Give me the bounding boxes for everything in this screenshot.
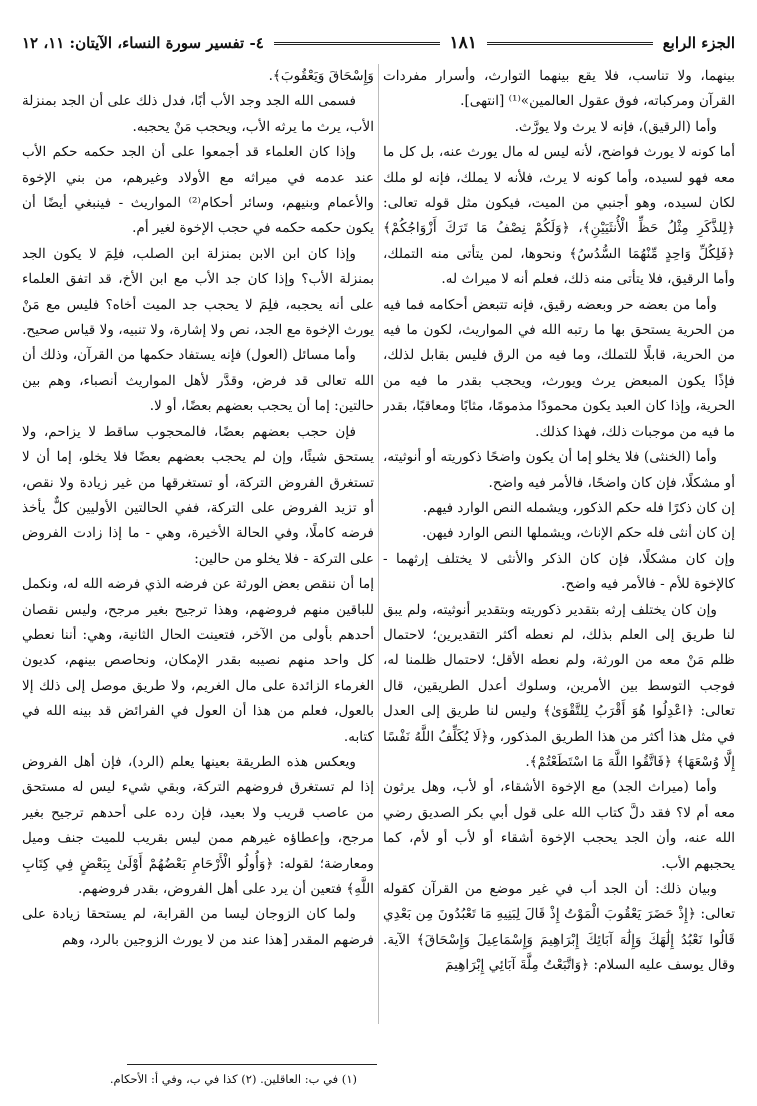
paragraph: وأما مسائل (العول) فإنه يستفاد حكمها من القرآن، وذلك أن الله تعالى قد فرض، وقدَّر لأهل المواريث أنصباء، وهم بين حالتين: إما أن يحجب بعضهم بعضًا، أو لا. (22, 347, 374, 415)
part-title: الجزء الرابع (662, 34, 735, 52)
footnote-rule (127, 1064, 377, 1065)
header-rule-left (274, 42, 440, 45)
paragraph: وإن كان يختلف إرثه بتقدير ذكوريته وبتقدير أنوثيته، ولم يبق لنا طريق إلى العلم بذلك، لم نعطه أكثر التقديرين؛ لاحتمال ظلم مَنْ معه من الورثة، ولم نعطه الأقل؛ لاحتمال ظلمنا له، فوجب التوسط بين الأمرين، وسلوك أعدل الطريقين، قال تعالى: ﴿اعْدِلُوا هُوَ أَقْرَبُ لِلتَّقْوَىٰ﴾ وليس لنا طريق إلى العدل في مثل هذا أكثر من هذا الطريق المذكور، و﴿لَا يُكَلِّفُ اللَّهُ نَفْسًا إِلَّا وُسْعَهَا﴾ ﴿فَاتَّقُوا اللَّهَ مَا اسْتَطَعْتُمْ﴾. (383, 601, 735, 770)
paragraph: وأما (ميراث الجد) مع الإخوة الأشقاء، أو لأب، وهل يرثون معه أم لا؟ فقد دلَّ كتاب الله على قول أبي بكر الصديق رضي الله عنه، وأن الجد يحجب الإخوة أشقاء أو لأب أو لأم، كما يحجبهم الأب. (383, 779, 735, 872)
paragraph: وأما من بعضه حر وبعضه رقيق، فإنه تتبعض أحكامه فما فيه من الحرية يستحق بها ما رتبه الله في المواريث، لكون ما فيه من الحرية، قابلًا للتملك، وما فيه من الرق فليس بقابل لذلك، فإذًا يكون المبعض يرث ويورث، ويحجب بقدر ما فيه من الحرية، وإذا كان العبد يكون محمودًا مذمومًا، مثابًا ومعاقبًا، بقدر ما فيه من موجبات ذلك، فهذا كذلك. (383, 296, 735, 440)
footnotes: (١) في ب: العاقلين. (٢) كذا في ب، وفي أ: الأحكام. (109, 1072, 357, 1086)
paragraph: فإن حجب بعضهم بعضًا، فالمحجوب ساقط لا يزاحم، ولا يستحق شيئًا، وإن لم يحجب بعضهم بعضًا فلا يخلو، إما أن لا تستغرق الفروض التركة، أو تستغرقها من غير زيادة ولا نقص، أو تزيد الفروض على التركة، ففي الحالتين الأوليين كلٌّ يأخذ فرضه كاملًا، وفي الحالة الأخيرة، وهي - ما إذا زادت الفروض على التركة - فلا يخلو من حالين: (22, 423, 374, 567)
paragraph: وإذا كان ابن الابن بمنزلة ابن الصلب، فلِمَ لا يكون الجد بمنزلة الأب؟ وإذا كان جد الأب مع ابن الأخ، قد اتفق العلماء على أنه يحجبه، فلِمَ لا يحجب جد الميت أخاه؟ فليس مع مَنْ يورث الإخوة مع الجد، نص ولا إشارة، ولا تنبيه، ولا قياس صحيح. (22, 245, 374, 339)
paragraph: ولما كان الزوجان ليسا من القرابة، لم يستحقا زيادة على فرضهم المقدر [هذا عند من لا يورث الزوجين بالرد، وهم (22, 906, 374, 948)
page-number: ١٨١ (449, 33, 477, 53)
paragraph: وأما (الخنثى) فلا يخلو إما أن يكون واضحًا ذكوريته أو أنوثيته، أو مشكلًا، فإن كان واضحًا، فالأمر فيه واضح. (383, 449, 735, 491)
paragraph: أما كونه لا يورث فواضح، لأنه ليس له مال يورث عنه، بل كل ما معه فهو لسيده، وأما كونه لا يرث، فلأنه لا يملك، فإنه لو ملك لكان لسيده، وهو أجنبي من الميت، فيكون مثل قوله تعالى: ﴿لِلذَّكَرِ مِثْلُ حَظِّ الْأُنثَيَيْنِ﴾، ﴿وَلَكُمْ نِصْفُ مَا تَرَكَ أَزْوَاجُكُمْ﴾ ﴿فَلِكُلِّ وَاحِدٍ مِّنْهُمَا السُّدُسُ﴾ ونحوها، لمن يتأتى منه التملك، وأما الرقيق، فلا يتأتى منه ذلك، فعلم أنه لا ميراث له. (383, 144, 735, 288)
right-column (383, 64, 735, 1024)
text-columns (22, 64, 735, 1024)
paragraph: وأما (الرقيق)، فإنه لا يرث ولا يورَّث. (514, 118, 717, 135)
paragraph: إما أن ننقص بعض الورثة عن فرضه الذي فرضه الله له، ونكمل للباقين منهم فروضهم، وهذا ترجيح بغير مرجح، وليس نقصان أحدهم بأولى من الآخر، فتعينت الحال الثانية، وهي: أننا نعطي كل واحد منهم نصيبه بقدر الإمكان، ونحاصص بينهم، كديون الغرماء الزائدة على مال الغريم، ولا طريق موصل إلى ذلك إلا بالعول، فعلم من هذا أن العول في الفرائض قد بينه الله في كتابه. (22, 576, 374, 745)
paragraph: وإن كان مشكلًا، فإن كان الذكر والأنثى لا يختلف إرثهما - كالإخوة للأم - فالأمر فيه واضح. (383, 550, 735, 593)
header-rule-right (487, 42, 653, 45)
paragraph: وبيان ذلك: أن الجد أب في غير موضع من القرآن كقوله تعالى: ﴿إِذْ حَضَرَ يَعْقُوبَ الْمَوْتُ إِذْ قَالَ لِبَنِيهِ مَا تَعْبُدُونَ مِن بَعْدِي قَالُوا نَعْبُدُ إِلَٰهَكَ وَإِلَٰهَ آبَائِكَ إِبْرَاهِيمَ وَإِسْمَاعِيلَ وَإِسْحَاقَ﴾ الآية. وقال يوسف عليه السلام: ﴿وَاتَّبَعْتُ مِلَّةَ آبَائِي إِبْرَاهِيمَ (383, 881, 735, 974)
column-divider (378, 64, 379, 1024)
section-title: ٤- تفسير سورة النساء، الآيتان: ١١، ١٢ (21, 34, 264, 52)
paragraph: إن كان ذكرًا فله حكم الذكور، ويشمله النص الوارد فيهم. (422, 499, 735, 516)
paragraph: ويعكس هذه الطريقة بعينها يعلم (الرد)، فإن أهل الفروض إذا لم تستغرق فروضهم التركة، وبقي شيء ليس له مستحق من عاصب قريب ولا بعيد، فإن رده على أحدهم ترجيح بغير مرجح، وإعطاؤه غيرهم ممن ليس بقريب للميت جنف وميل ومعارضة؛ لقوله: ﴿وَأُولُو الْأَرْحَامِ بَعْضُهُمْ أَوْلَىٰ بِبَعْضٍ فِي كِتَابِ اللَّهِ﴾ فتعين أن يرد على أهل الفروض، بقدر فروضهم. (22, 753, 374, 897)
paragraph: فسمى الله الجد وجد الأب أبًا، فدل ذلك على أن الجد بمنزلة الأب، يرث ما يرثه الأب، ويحجب مَنْ يحجبه. (22, 93, 374, 135)
left-column (22, 64, 374, 1024)
paragraph: إن كان أنثى فله حكم الإناث، ويشملها النص الوارد فيهن. (422, 525, 735, 542)
page-header (22, 26, 735, 60)
paragraph: بينهما، ولا تناسب، فلا يقع بينهما التوارث، وأسرار مفردات القرآن ومركباته، فوق عقول العالمين»⁽¹⁾ [انتهى]. (383, 68, 735, 110)
paragraph: وَإِسْحَاقَ وَيَعْقُوبَ﴾. (268, 68, 374, 84)
paragraph: وإذا كان العلماء قد أجمعوا على أن الجد حكمه حكم الأب عند عدمه في ميراثه مع الأولاد وغيرهم، من بني الإخوة والأعمام وبنيهم، وسائر أحكام⁽²⁾ المواريث - فينبغي أيضًا أن يكون حكمه حكمه في حجب الإخوة لغير أم. (22, 144, 374, 237)
